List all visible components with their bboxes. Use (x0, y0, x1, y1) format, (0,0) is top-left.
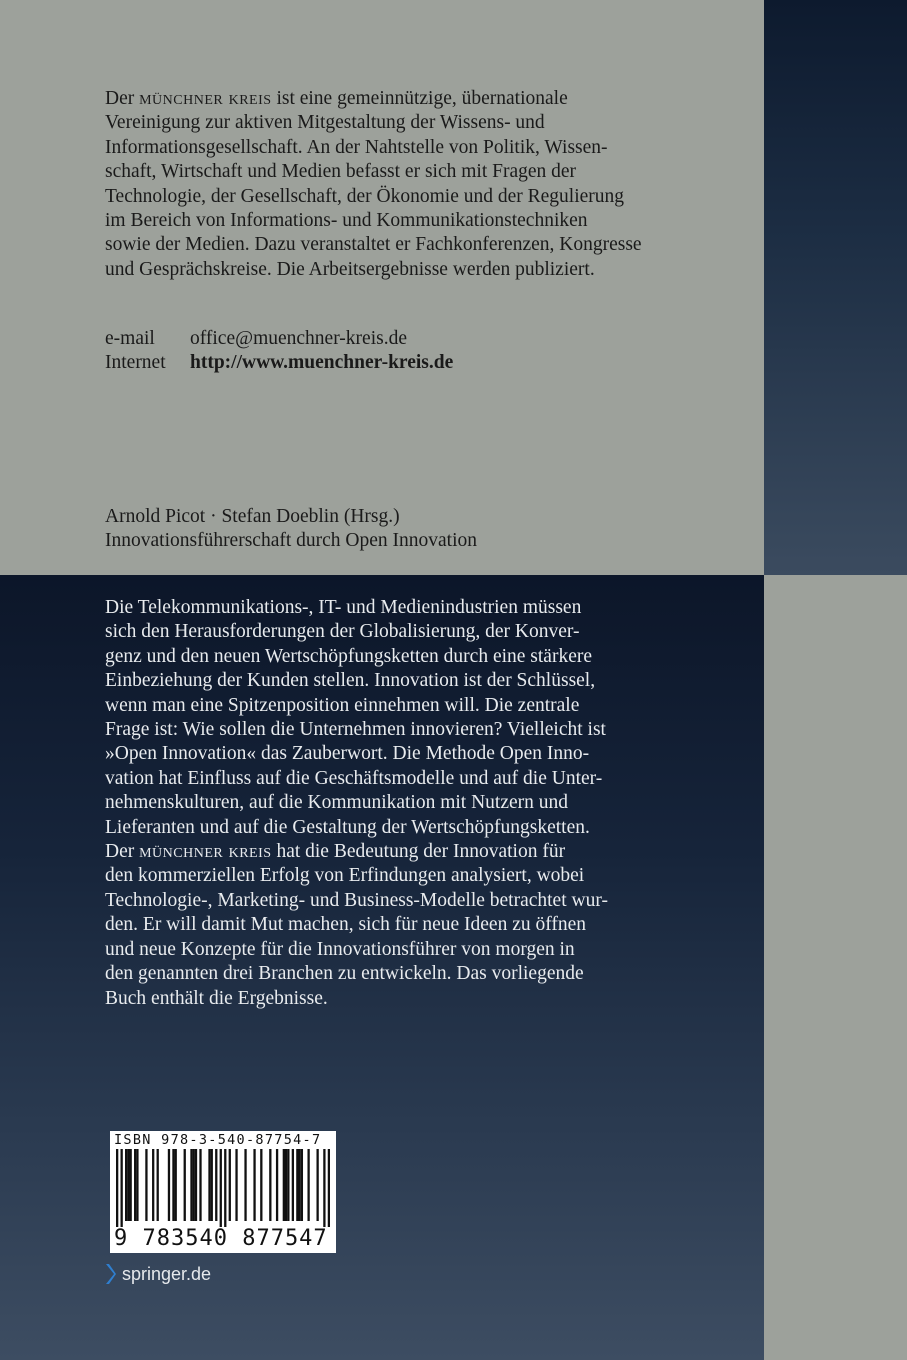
description-text: Buch enthält die Ergebnisse. (105, 987, 328, 1009)
barcode-bar (307, 1149, 309, 1221)
barcode-bar (193, 1149, 195, 1221)
about-line (105, 209, 725, 233)
publisher-site: springer.de (122, 1263, 212, 1284)
description-line (105, 767, 725, 791)
grey-panel-bottom-right (764, 575, 907, 1360)
email-label: e-mail (105, 328, 155, 349)
barcode-bars (116, 1149, 330, 1227)
description-line (105, 840, 725, 864)
barcode-bar (152, 1149, 154, 1221)
barcode-bar (116, 1149, 118, 1227)
barcode-bar (285, 1149, 287, 1221)
description-line (105, 913, 725, 937)
chevron-right-icon (104, 1263, 116, 1285)
description-text: Der (105, 841, 140, 863)
barcode-bar (157, 1149, 159, 1221)
description-text: den kommerziellen Erfolg von Erfindungen analysiert, wobei (105, 865, 585, 887)
book-credits (105, 505, 477, 554)
barcode-bar (168, 1149, 170, 1221)
about-line (105, 185, 725, 209)
description-line (105, 938, 725, 962)
description-line (105, 889, 725, 913)
description-text: Lieferanten und auf die Gestaltung der Wertschöpfungsketten. (105, 816, 590, 838)
description-line (105, 694, 725, 718)
isbn-label: ISBN 978-3-540-87754-7 (114, 1132, 322, 1148)
book-authors: Arnold Picot · Stefan Doeblin (Hrsg.) (105, 506, 400, 527)
barcode-bar (296, 1149, 298, 1221)
about-text: Der (105, 88, 140, 109)
about-text: Technologie, der Gesellschaft, der Ökonomie und der Regulierung (105, 185, 625, 207)
about-line (105, 111, 725, 135)
description-text: vation hat Einfluss auf die Geschäftsmodelle und auf die Unter- (105, 767, 603, 789)
description-line (105, 596, 725, 620)
barcode-bar (130, 1149, 132, 1221)
description-line (105, 669, 725, 693)
barcode-bar (121, 1149, 123, 1227)
muenchner-kreis-name: münchner kreis (139, 88, 272, 109)
isbn-barcode (110, 1131, 336, 1253)
barcode-bar (199, 1149, 201, 1221)
about-text: Informationsgesellschaft. An der Nahtstelle von Politik, Wissen- (105, 136, 608, 158)
website-link[interactable]: http://www.muenchner-kreis.de (190, 352, 454, 374)
barcode-bar (224, 1149, 226, 1227)
barcode-bar (244, 1149, 246, 1221)
barcode-bar (211, 1149, 213, 1221)
description-text: Frage ist: Wie sollen die Unternehmen innovieren? Vielleicht ist (105, 719, 606, 741)
publisher-link[interactable] (104, 1263, 211, 1285)
description-text: sich den Herausforderungen der Globalisierung, der Konver- (105, 621, 580, 643)
description-text: Technologie-, Marketing- und Business-Modelle betrachtet wur- (105, 889, 608, 911)
about-text: schaft, Wirtschaft und Medien befasst er sich mit Fragen der (105, 161, 577, 183)
barcode-bar (136, 1149, 138, 1221)
barcode-bar (125, 1149, 127, 1221)
email-link[interactable]: office@muenchner-kreis.de (190, 328, 407, 349)
barcode-bar (316, 1149, 318, 1221)
barcode-bar (175, 1149, 177, 1221)
barcode-bar (229, 1149, 231, 1221)
barcode-bar (301, 1149, 303, 1221)
about-text: Vereinigung zur aktiven Mitgestaltung der Wissens- und (105, 112, 545, 134)
barcode-bar (184, 1149, 186, 1221)
description-line (105, 864, 725, 888)
barcode-bar (190, 1149, 192, 1221)
description-line (105, 645, 725, 669)
muenchner-kreis-name: münchner kreis (139, 841, 272, 863)
barcode-bar (287, 1149, 289, 1221)
description-line (105, 742, 725, 766)
barcode-bar (172, 1149, 174, 1221)
navy-panel-top-right (764, 0, 907, 575)
description-text: nehmenskulturen, auf die Kommunikation mit Nutzern und (105, 792, 569, 814)
description-line (105, 620, 725, 644)
barcode-bar (220, 1149, 222, 1227)
barcode-bar (260, 1149, 262, 1221)
barcode-bar (323, 1149, 325, 1227)
about-text: ist eine gemeinnützige, übernationale (271, 88, 568, 109)
barcode-bar (328, 1149, 330, 1227)
contact-block (105, 327, 453, 376)
description-line (105, 718, 725, 742)
barcode-bar (145, 1149, 147, 1221)
description-text: und neue Konzepte für die Innovationsführer von morgen in (105, 938, 575, 960)
barcode-bar (298, 1149, 300, 1221)
barcode-bar (276, 1149, 278, 1221)
about-text: im Bereich von Informations- und Kommunikationstechniken (105, 210, 588, 232)
barcode-bar (283, 1149, 285, 1221)
about-text: und Gesprächskreise. Die Arbeitsergebnisse werden publiziert. (105, 258, 595, 280)
book-title: Innovationsführerschaft durch Open Innovation (105, 530, 478, 552)
description-text: den genannten drei Branchen zu entwickeln. Das vorliegende (105, 963, 584, 985)
about-line (105, 233, 725, 257)
description-text: Die Telekommunikations-, IT- und Medienindustrien müssen (105, 597, 582, 618)
about-text: sowie der Medien. Dazu veranstaltet er Fachkonferenzen, Kongresse (105, 234, 642, 256)
about-line (105, 258, 725, 282)
email-row (105, 327, 453, 351)
about-line (105, 160, 725, 184)
description-paragraph (105, 596, 725, 1011)
description-text: Einbeziehung der Kunden stellen. Innovation ist der Schlüssel, (105, 670, 596, 692)
description-line (105, 816, 725, 840)
description-text: hat die Bedeutung der Innovation für (271, 841, 566, 863)
about-line (105, 87, 725, 111)
barcode-bar (127, 1149, 129, 1221)
barcode-bar (253, 1149, 255, 1221)
about-paragraph (105, 87, 725, 282)
description-text: »Open Innovation« das Zauberwort. Die Methode Open Inno- (105, 743, 590, 765)
barcode-bar (292, 1149, 294, 1221)
internet-row (105, 351, 453, 375)
barcode-bar (215, 1149, 217, 1221)
description-line (105, 987, 725, 1011)
barcode-bar (134, 1149, 136, 1221)
description-text: wenn man eine Spitzenposition einnehmen will. Die zentrale (105, 694, 580, 716)
about-line (105, 136, 725, 160)
ean-digits: 9 783540 877547 (114, 1226, 328, 1251)
barcode-bar (208, 1149, 210, 1221)
barcode-bar (195, 1149, 197, 1221)
barcode-bar (235, 1149, 237, 1221)
barcode-bar (269, 1149, 271, 1221)
description-line (105, 791, 725, 815)
description-text: den. Er will damit Mut machen, sich für neue Ideen zu öffnen (105, 914, 587, 936)
internet-label: Internet (105, 352, 166, 374)
description-text: genz und den neuen Wertschöpfungsketten durch eine stärkere (105, 645, 593, 667)
description-line (105, 962, 725, 986)
